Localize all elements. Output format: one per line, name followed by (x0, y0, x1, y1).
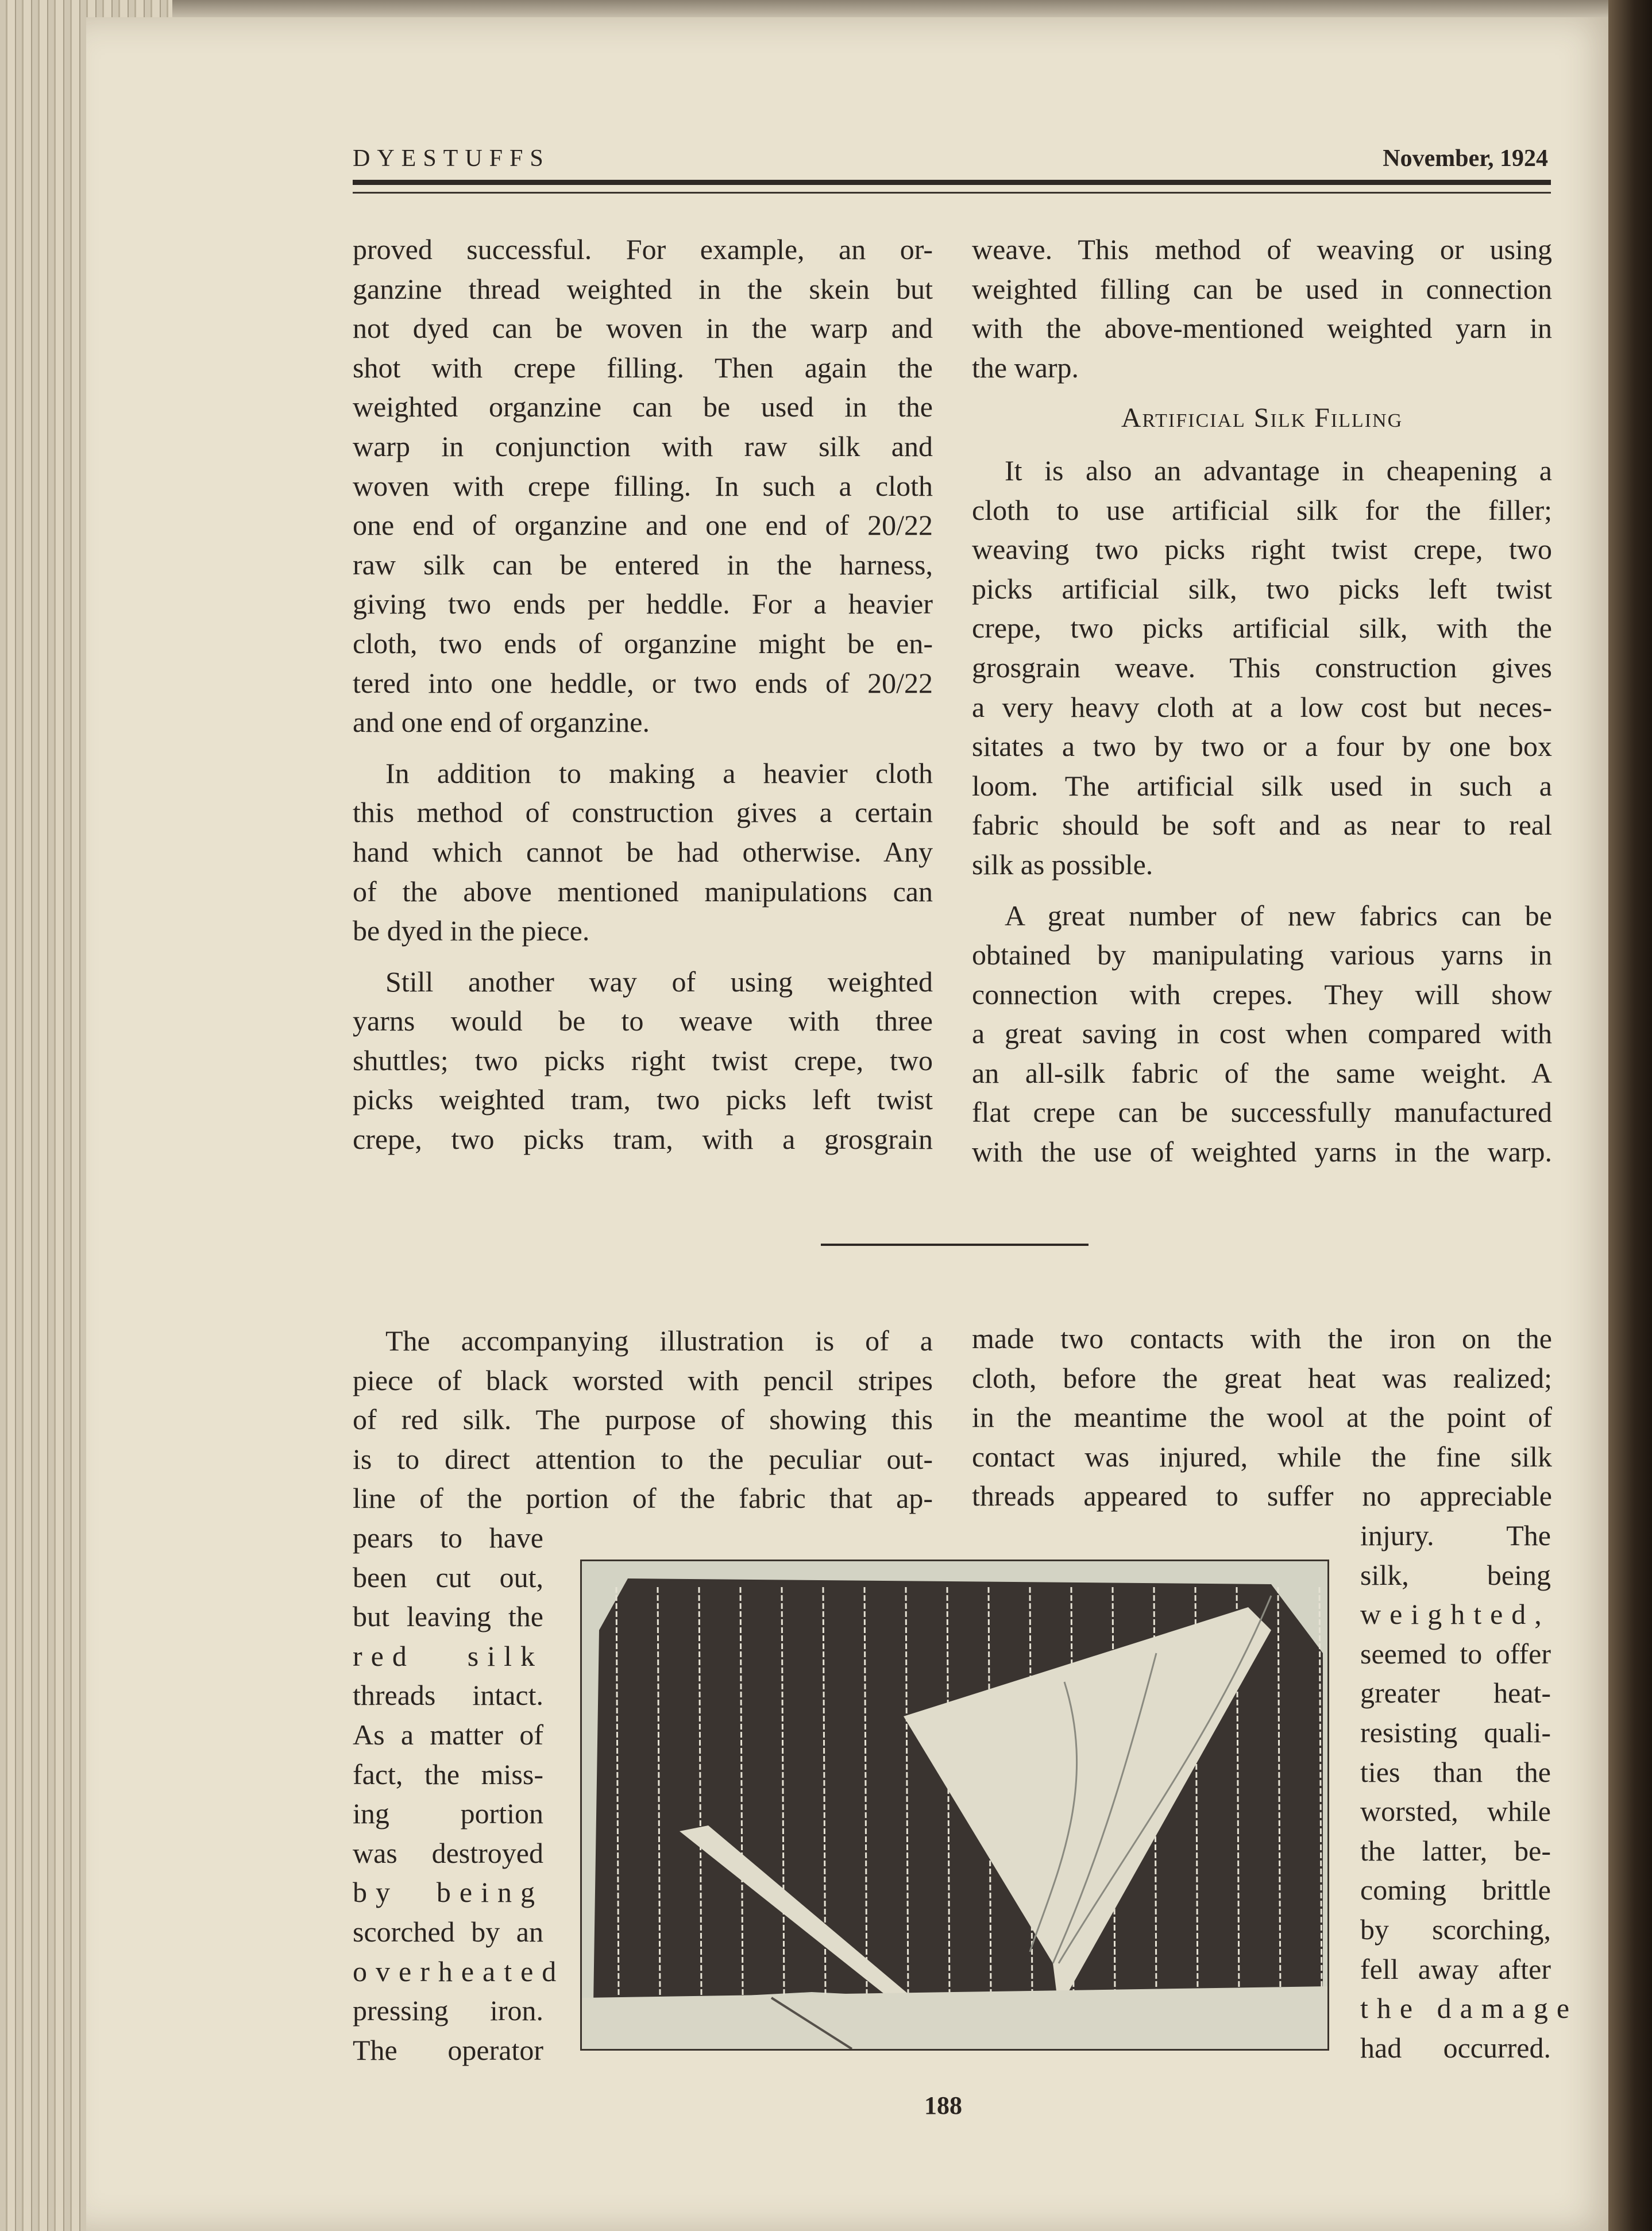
header-rule-thick (353, 180, 1551, 185)
text-line: raw silk can be entered in the harness, (353, 548, 933, 581)
text-line: weave. This method of weaving or using (972, 233, 1552, 265)
text-line: warp in conjunction with raw silk and (353, 430, 933, 462)
text-line: threads intact. (353, 1679, 543, 1712)
text-line: coming brittle (1360, 1874, 1551, 1906)
text-line: silk as possible. (972, 848, 1153, 881)
paragraph (353, 754, 933, 951)
text-line: shuttles; two picks right twist crepe, two (353, 1044, 933, 1076)
text-line: The operator (353, 2033, 543, 2066)
text-line: As a matter of (353, 1718, 543, 1751)
text-line: had occurred. (1360, 2031, 1551, 2064)
text-line: piece of black worsted with pencil stripes (353, 1364, 933, 1396)
text-line: cloth to use artificial silk for the filler; (972, 493, 1552, 526)
text-line: sitates a two by two or a four by one box (972, 730, 1552, 763)
scorched-fabric-photo (582, 1561, 1327, 2049)
book-binding (1608, 0, 1652, 2231)
text-line: ing portion (353, 1797, 543, 1830)
text-line: Still another way of using weighted (385, 965, 933, 998)
text-line: crepe, two picks tram, with a grosgrain (353, 1123, 933, 1156)
text-line: greater heat- (1360, 1677, 1551, 1709)
text-line: cloth, before the great heat was realized; (972, 1361, 1552, 1394)
text-line: giving two ends per heddle. For a heavier (353, 588, 933, 620)
text-line: ties than the (1360, 1755, 1551, 1788)
text-line: an all-silk fabric of the same weight. A (972, 1056, 1552, 1089)
text-line: be dyed in the piece. (353, 914, 590, 947)
paragraph (353, 230, 933, 742)
text-line: yarns would be to weave with three (353, 1005, 933, 1037)
text-line: by scorching, (1360, 1913, 1551, 1946)
text-line: ganzine thread weighted in the skein but (353, 272, 933, 305)
text-line: grosgrain weave. This construction gives (972, 651, 1552, 684)
text-line: woven with crepe filling. In such a cloth (353, 469, 933, 502)
text-line: the warp. (972, 351, 1079, 384)
wrapped-text (353, 1518, 565, 2070)
text-line: one end of organzine and one end of 20/22 (353, 509, 933, 542)
text-line: silk, being (1360, 1558, 1551, 1591)
text-line: scorched by an (353, 1915, 543, 1948)
text-line: It is also an advantage in cheapening a (1005, 454, 1552, 487)
text-line: the damage (1360, 1992, 1578, 2025)
text-line: A great number of new fabrics can be (1005, 899, 1552, 932)
running-head-date: November, 1924 (1383, 145, 1548, 172)
text-line: red silk (353, 1639, 543, 1672)
text-line: a very heavy cloth at a low cost but neces- (972, 690, 1552, 723)
text-line: picks artificial silk, two picks left twist (972, 572, 1552, 605)
paragraph (972, 451, 1552, 885)
text-line: of the above mentioned manipulations can (353, 875, 933, 908)
text-line: proved successful. For example, an or- (353, 233, 933, 265)
text-line: been cut out, (353, 1561, 543, 1593)
text-line: was destroyed (353, 1836, 543, 1869)
text-line: made two contacts with the iron on the (972, 1322, 1552, 1354)
text-line: not dyed can be woven in the warp and (353, 312, 933, 345)
top-right-column (972, 230, 1552, 1183)
text-line: but leaving the (353, 1600, 543, 1633)
text-line: threads appeared to suffer no appreciable (972, 1480, 1552, 1512)
text-line: In addition to making a heavier cloth (385, 756, 933, 789)
text-line: cloth, two ends of organzine might be en- (353, 627, 933, 659)
text-line: is to direct attention to the peculiar out- (353, 1442, 933, 1475)
text-line: the latter, be- (1360, 1834, 1551, 1867)
text-line: obtained by manipulating various yarns in (972, 939, 1552, 971)
text-line: a great saving in cost when compared with (972, 1017, 1552, 1050)
text-line: weaving two picks right twist crepe, two (972, 533, 1552, 566)
page-number: 188 (924, 2091, 962, 2120)
text-line: pears to have (353, 1521, 543, 1554)
text-line: line of the portion of the fabric that ap- (353, 1482, 933, 1515)
text-line: in the meantime the wool at the point of (972, 1401, 1552, 1434)
text-line: contact was injured, while the fine silk (972, 1440, 1552, 1473)
text-line: picks weighted tram, two picks left twist (353, 1083, 933, 1116)
text-line: hand which cannot be had otherwise. Any (353, 835, 933, 868)
text-line: resisting quali- (1360, 1716, 1551, 1748)
text-line: crepe, two picks artificial silk, with the (972, 612, 1552, 644)
text-line: shot with crepe filling. Then again the (353, 351, 933, 384)
header-rule-thin (353, 192, 1551, 194)
wrapped-text (1360, 1516, 1578, 2067)
text-line: fabric should be soft and as near to real (972, 809, 1552, 842)
text-line: weighted filling can be used in connection (972, 272, 1552, 305)
running-head-title: DYESTUFFS (353, 145, 550, 172)
text-line: fact, the miss- (353, 1758, 543, 1790)
paragraph (972, 896, 1552, 1172)
text-line: worsted, while (1360, 1795, 1551, 1828)
text-line: weighted, (1360, 1598, 1550, 1631)
top-left-column (353, 230, 933, 1171)
paragraph (353, 962, 933, 1159)
text-line: this method of construction gives a certain (353, 796, 933, 829)
text-line: The accompanying illustration is of a (385, 1325, 933, 1357)
text-line: injury. The (1360, 1519, 1551, 1551)
text-line: tered into one heddle, or two ends of 20/22 (353, 666, 933, 699)
text-line: seemed to offer (1360, 1637, 1551, 1670)
text-line: overheated (353, 1955, 565, 1987)
text-line: fell away after (1360, 1952, 1551, 1985)
text-line: with the use of weighted yarns in the warp. (972, 1136, 1552, 1168)
text-line: and one end of organzine. (353, 706, 650, 739)
section-separator (821, 1244, 1089, 1246)
section-heading: Artificial Silk Filling (1121, 403, 1403, 434)
text-line: loom. The artificial silk used in such a (972, 769, 1552, 802)
text-line: connection with crepes. They will show (972, 978, 1552, 1010)
paragraph (972, 230, 1552, 387)
fabric-illustration (580, 1560, 1329, 2051)
text-line: weighted organzine can be used in the (353, 391, 933, 423)
text-line: of red silk. The purpose of showing this (353, 1403, 933, 1436)
text-line: by being (353, 1876, 543, 1909)
text-line: flat crepe can be successfully manufactured (972, 1096, 1552, 1129)
text-line: with the above-mentioned weighted yarn in (972, 312, 1552, 345)
text-line: pressing iron. (353, 1994, 543, 2027)
